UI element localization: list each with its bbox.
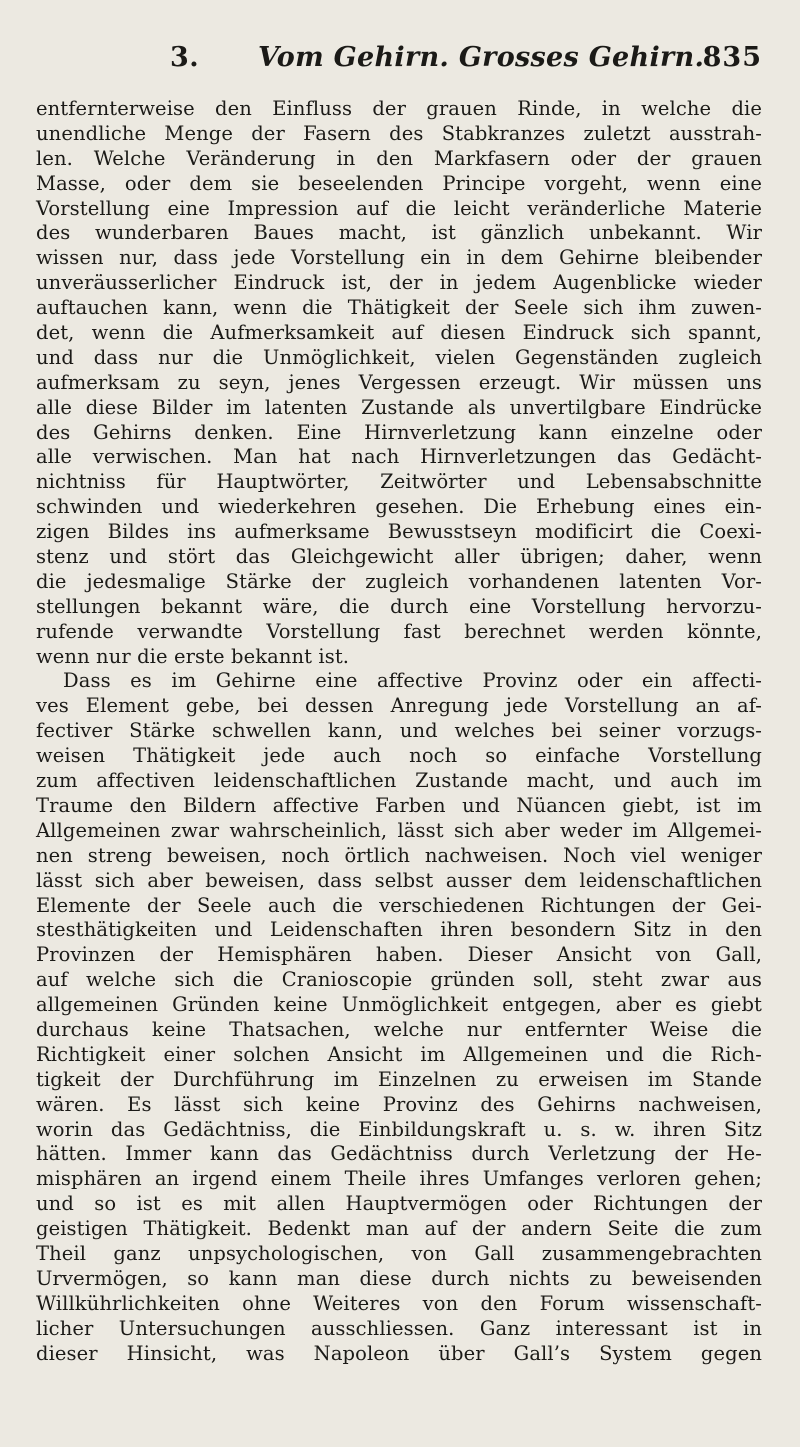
text-line: nichtniss für Hauptwörter, Zeitwörter und Lebensabschnitte — [36, 470, 762, 494]
text-line: licher Untersuchungen ausschliessen. Ganz interessant ist in — [36, 1316, 762, 1340]
section-number: 3. — [170, 42, 200, 73]
text-line: Traume den Bildern affective Farben und Nüancen giebt, ist im — [36, 793, 762, 817]
text-line: alle diese Bilder im latenten Zustande als unvertilgbare Eindrücke — [36, 395, 762, 419]
text-line: allgemeinen Gründen keine Unmöglichkeit entgegen, aber es giebt — [36, 993, 762, 1017]
text-line: und so ist es mit allen Hauptvermögen oder Richtungen der — [36, 1192, 762, 1216]
text-line: det, wenn die Aufmerksamkeit auf diesen Eindruck sich spannt, — [36, 321, 762, 345]
text-line: des Gehirns denken. Eine Hirnverletzung kann einzelne oder — [36, 420, 762, 444]
text-line: auf welche sich die Cranioscopie gründen soll, steht zwar aus — [36, 968, 762, 992]
text-line: Urvermögen, so kann man diese durch nichts zu beweisenden — [36, 1266, 762, 1290]
text-line: lässt sich aber beweisen, dass selbst ausser dem leidenschaftlichen — [36, 868, 762, 892]
text-line: entfernterweise den Einfluss der grauen Rinde, in welche die — [36, 97, 762, 120]
text-line: wären. Es lässt sich keine Provinz des Gehirns nachweisen, — [36, 1092, 762, 1116]
text-line: tigkeit der Durchführung im Einzelnen zu erweisen im Stande — [36, 1067, 762, 1091]
text-line: Willkührlichkeiten ohne Weiteres von den Forum wissenschaft- — [36, 1291, 762, 1315]
text-line: worin das Gedächtniss, die Einbildungskraft u. s. w. ihren Sitz — [36, 1117, 762, 1141]
text-line: des wunderbaren Baues macht, ist gänzlich unbekannt. Wir — [36, 221, 762, 245]
text-line: die jedesmalige Stärke der zugleich vorhandenen latenten Vor- — [36, 569, 762, 593]
text-line: Provinzen der Hemisphären haben. Dieser Ansicht von Gall, — [36, 943, 762, 967]
text-line: stesthätigkeiten und Leidenschaften ihren besondern Sitz in den — [36, 918, 762, 942]
text-line: weisen Thätigkeit jede auch noch so einfache Vorstellung — [36, 744, 762, 768]
text-line: nen streng beweisen, noch örtlich nachweisen. Noch viel weniger — [36, 843, 762, 867]
text-line: Elemente der Seele auch die verschiedenen Richtungen der Gei- — [36, 893, 762, 917]
text-line: zigen Bildes ins aufmerksame Bewusstseyn modificirt die Coexi- — [36, 520, 762, 544]
text-line: Allgemeinen zwar wahrscheinlich, lässt sich aber weder im Allgemei- — [36, 818, 762, 842]
paragraph-end-line: wenn nur die erste bekannt ist. — [36, 644, 350, 668]
page-number: 835 — [702, 42, 762, 73]
text-line: aufmerksam zu seyn, jenes Vergessen erzeugt. Wir müssen uns — [36, 370, 762, 394]
text-line: geistigen Thätigkeit. Bedenkt man auf der andern Seite die zum — [36, 1217, 762, 1241]
text-line: stellungen bekannt wäre, die durch eine Vorstellung hervorzu- — [36, 594, 762, 618]
text-line: Masse, oder dem sie beseelenden Principe vorgeht, wenn eine — [36, 171, 762, 195]
text-line: zum affectiven leidenschaftlichen Zustande macht, und auch im — [36, 769, 762, 793]
text-line: stenz und stört das Gleichgewicht aller übrigen; daher, wenn — [36, 545, 762, 569]
text-line: Vorstellung eine Impression auf die leicht veränderliche Materie — [36, 196, 762, 220]
paragraph-start-line: Dass es im Gehirne eine affective Provinz oder ein affecti- — [63, 669, 762, 693]
text-line: ves Element gebe, bei dessen Anregung jede Vorstellung an af- — [36, 694, 762, 718]
body-text — [36, 97, 762, 1366]
text-line: wissen nur, dass jede Vorstellung ein in dem Gehirne bleibender — [36, 246, 762, 270]
text-line: misphären an irgend einem Theile ihres Umfanges verloren gehen; — [36, 1167, 762, 1191]
text-line: len. Welche Veränderung in den Markfasern oder der grauen — [36, 146, 762, 170]
running-title: Vom Gehirn. Grosses Gehirn. — [258, 42, 705, 73]
text-line: unendliche Menge der Fasern des Stabkranzes zuletzt ausstrah- — [36, 121, 762, 145]
text-line: dieser Hinsicht, was Napoleon über Gall’s System gegen — [36, 1341, 762, 1365]
text-line: Richtigkeit einer solchen Ansicht im Allgemeinen und die Rich- — [36, 1042, 762, 1066]
text-line: rufende verwandte Vorstellung fast berechnet werden könnte, — [36, 619, 762, 643]
text-line: alle verwischen. Man hat nach Hirnverletzungen das Gedächt- — [36, 445, 762, 469]
text-line: Theil ganz unpsychologischen, von Gall zusammengebrachten — [36, 1241, 762, 1265]
text-line: durchaus keine Thatsachen, welche nur entfernter Weise die — [36, 1017, 762, 1041]
text-line: unveräusserlicher Eindruck ist, der in jedem Augenblicke wieder — [36, 271, 762, 295]
text-line: fectiver Stärke schwellen kann, und welches bei seiner vorzugs- — [36, 719, 762, 743]
running-head — [0, 40, 800, 84]
text-line: schwinden und wiederkehren gesehen. Die Erhebung eines ein- — [36, 495, 762, 519]
text-line: hätten. Immer kann das Gedächtniss durch Verletzung der He- — [36, 1142, 762, 1166]
text-line: und dass nur die Unmöglichkeit, vielen Gegenständen zugleich — [36, 345, 762, 369]
text-line: auftauchen kann, wenn die Thätigkeit der Seele sich ihm zuwen- — [36, 296, 762, 320]
